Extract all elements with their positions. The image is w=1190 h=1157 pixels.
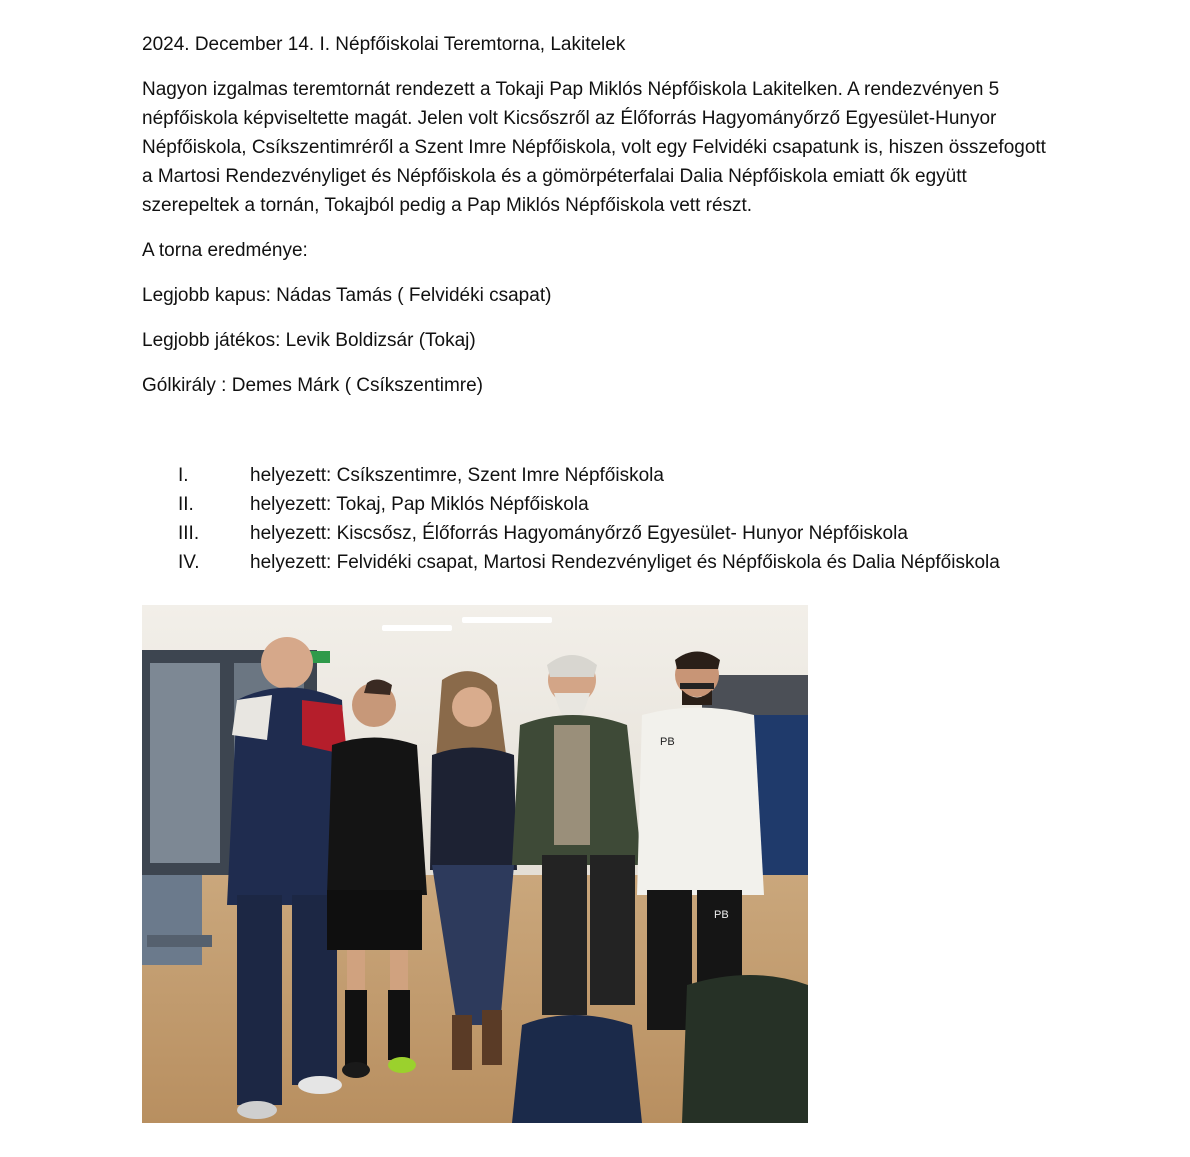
- group-photo-illustration: [142, 605, 808, 1123]
- placement-text: helyezett: Kiscsősz, Élőforrás Hagyományőrző Egyesület- Hunyor Népfőiskola: [250, 523, 908, 544]
- placement-text: helyezett: Tokaj, Pap Miklós Népfőiskola: [250, 494, 589, 515]
- ceiling-light: [382, 625, 452, 631]
- placement-text: helyezett: Felvidéki csapat, Martosi Rendezvényliget és Népfőiskola és Dalia Népfőiskola: [250, 552, 1000, 573]
- jersey-initials: PB: [660, 736, 675, 748]
- pants-left: [237, 895, 282, 1105]
- placements-list: [142, 461, 1047, 577]
- head: [261, 637, 313, 689]
- leg: [390, 950, 408, 990]
- glasses: [680, 683, 714, 689]
- results-heading: A torna eredménye:: [142, 240, 308, 261]
- shorts: [327, 890, 422, 950]
- document-title: 2024. December 14. I. Népfőiskolai Teremtorna, Lakitelek: [142, 34, 626, 55]
- spacer: [142, 416, 1047, 461]
- shoe: [237, 1101, 277, 1119]
- shoe: [298, 1076, 342, 1094]
- intro-paragraph: Nagyon izgalmas teremtornát rendezett a Tokaji Pap Miklós Népfőiskola Lakitelken. A rendezvényen 5 népfőiskola képviseltette magát. Jelen volt Kicsőszről az Élőforrás Hagyományőrző Egyesület-Hunyor Népfőiskola, Csíkszentimréről a Szent Imre Népfőiskola, volt egy Felvidéki csapatunk is, hiszen összefogott a Martosi Rendezvényliget és Népfőiskola és a gömörpéterfalai Dalia Népfőiskola emiatt ők együtt szerepeltek a tornán, Tokajból pedig a Pap Miklós Népfőiskola vett részt.: [142, 79, 1046, 216]
- jacket-white-panel: [232, 695, 272, 740]
- coat-on-chair: [682, 975, 808, 1123]
- door-pane: [150, 663, 220, 863]
- placement-item: [142, 519, 1047, 548]
- chair-seat: [147, 935, 212, 947]
- award-top-scorer: Gólkirály : Demes Márk ( Csíkszentimre): [142, 375, 483, 396]
- placement-item: [142, 461, 1047, 490]
- placement-number: IV.: [178, 552, 200, 573]
- placement-number: II.: [178, 494, 194, 515]
- placement-item: [142, 548, 1047, 577]
- placement-number: I.: [178, 465, 189, 486]
- head: [452, 687, 492, 727]
- document-page: [142, 30, 1047, 577]
- jacket: [637, 708, 764, 896]
- chair: [142, 875, 202, 965]
- ceiling-light: [462, 617, 552, 623]
- pants-right: [590, 855, 635, 1005]
- pants-left: [542, 855, 587, 1015]
- placement-number: III.: [178, 523, 200, 544]
- award-best-player: Legjobb játékos: Levik Boldizsár (Tokaj): [142, 330, 476, 351]
- placement-text: helyezett: Csíkszentimre, Szent Imre Népfőiskola: [250, 465, 664, 486]
- placement-item: [142, 490, 1047, 519]
- shoe: [388, 1057, 416, 1073]
- sock: [345, 990, 367, 1065]
- boot: [482, 1010, 502, 1065]
- shirt: [554, 725, 590, 845]
- sock: [388, 990, 410, 1060]
- shoe: [342, 1062, 370, 1078]
- boot: [452, 1015, 472, 1070]
- pants-initials: PB: [714, 909, 729, 921]
- leg: [347, 950, 365, 990]
- jersey: [327, 738, 427, 896]
- group-photo: [142, 605, 808, 1123]
- award-best-goalkeeper: Legjobb kapus: Nádas Tamás ( Felvidéki csapat): [142, 285, 552, 306]
- jacket-on-chair: [512, 1015, 642, 1123]
- pants-left: [647, 890, 692, 1030]
- top: [430, 748, 517, 871]
